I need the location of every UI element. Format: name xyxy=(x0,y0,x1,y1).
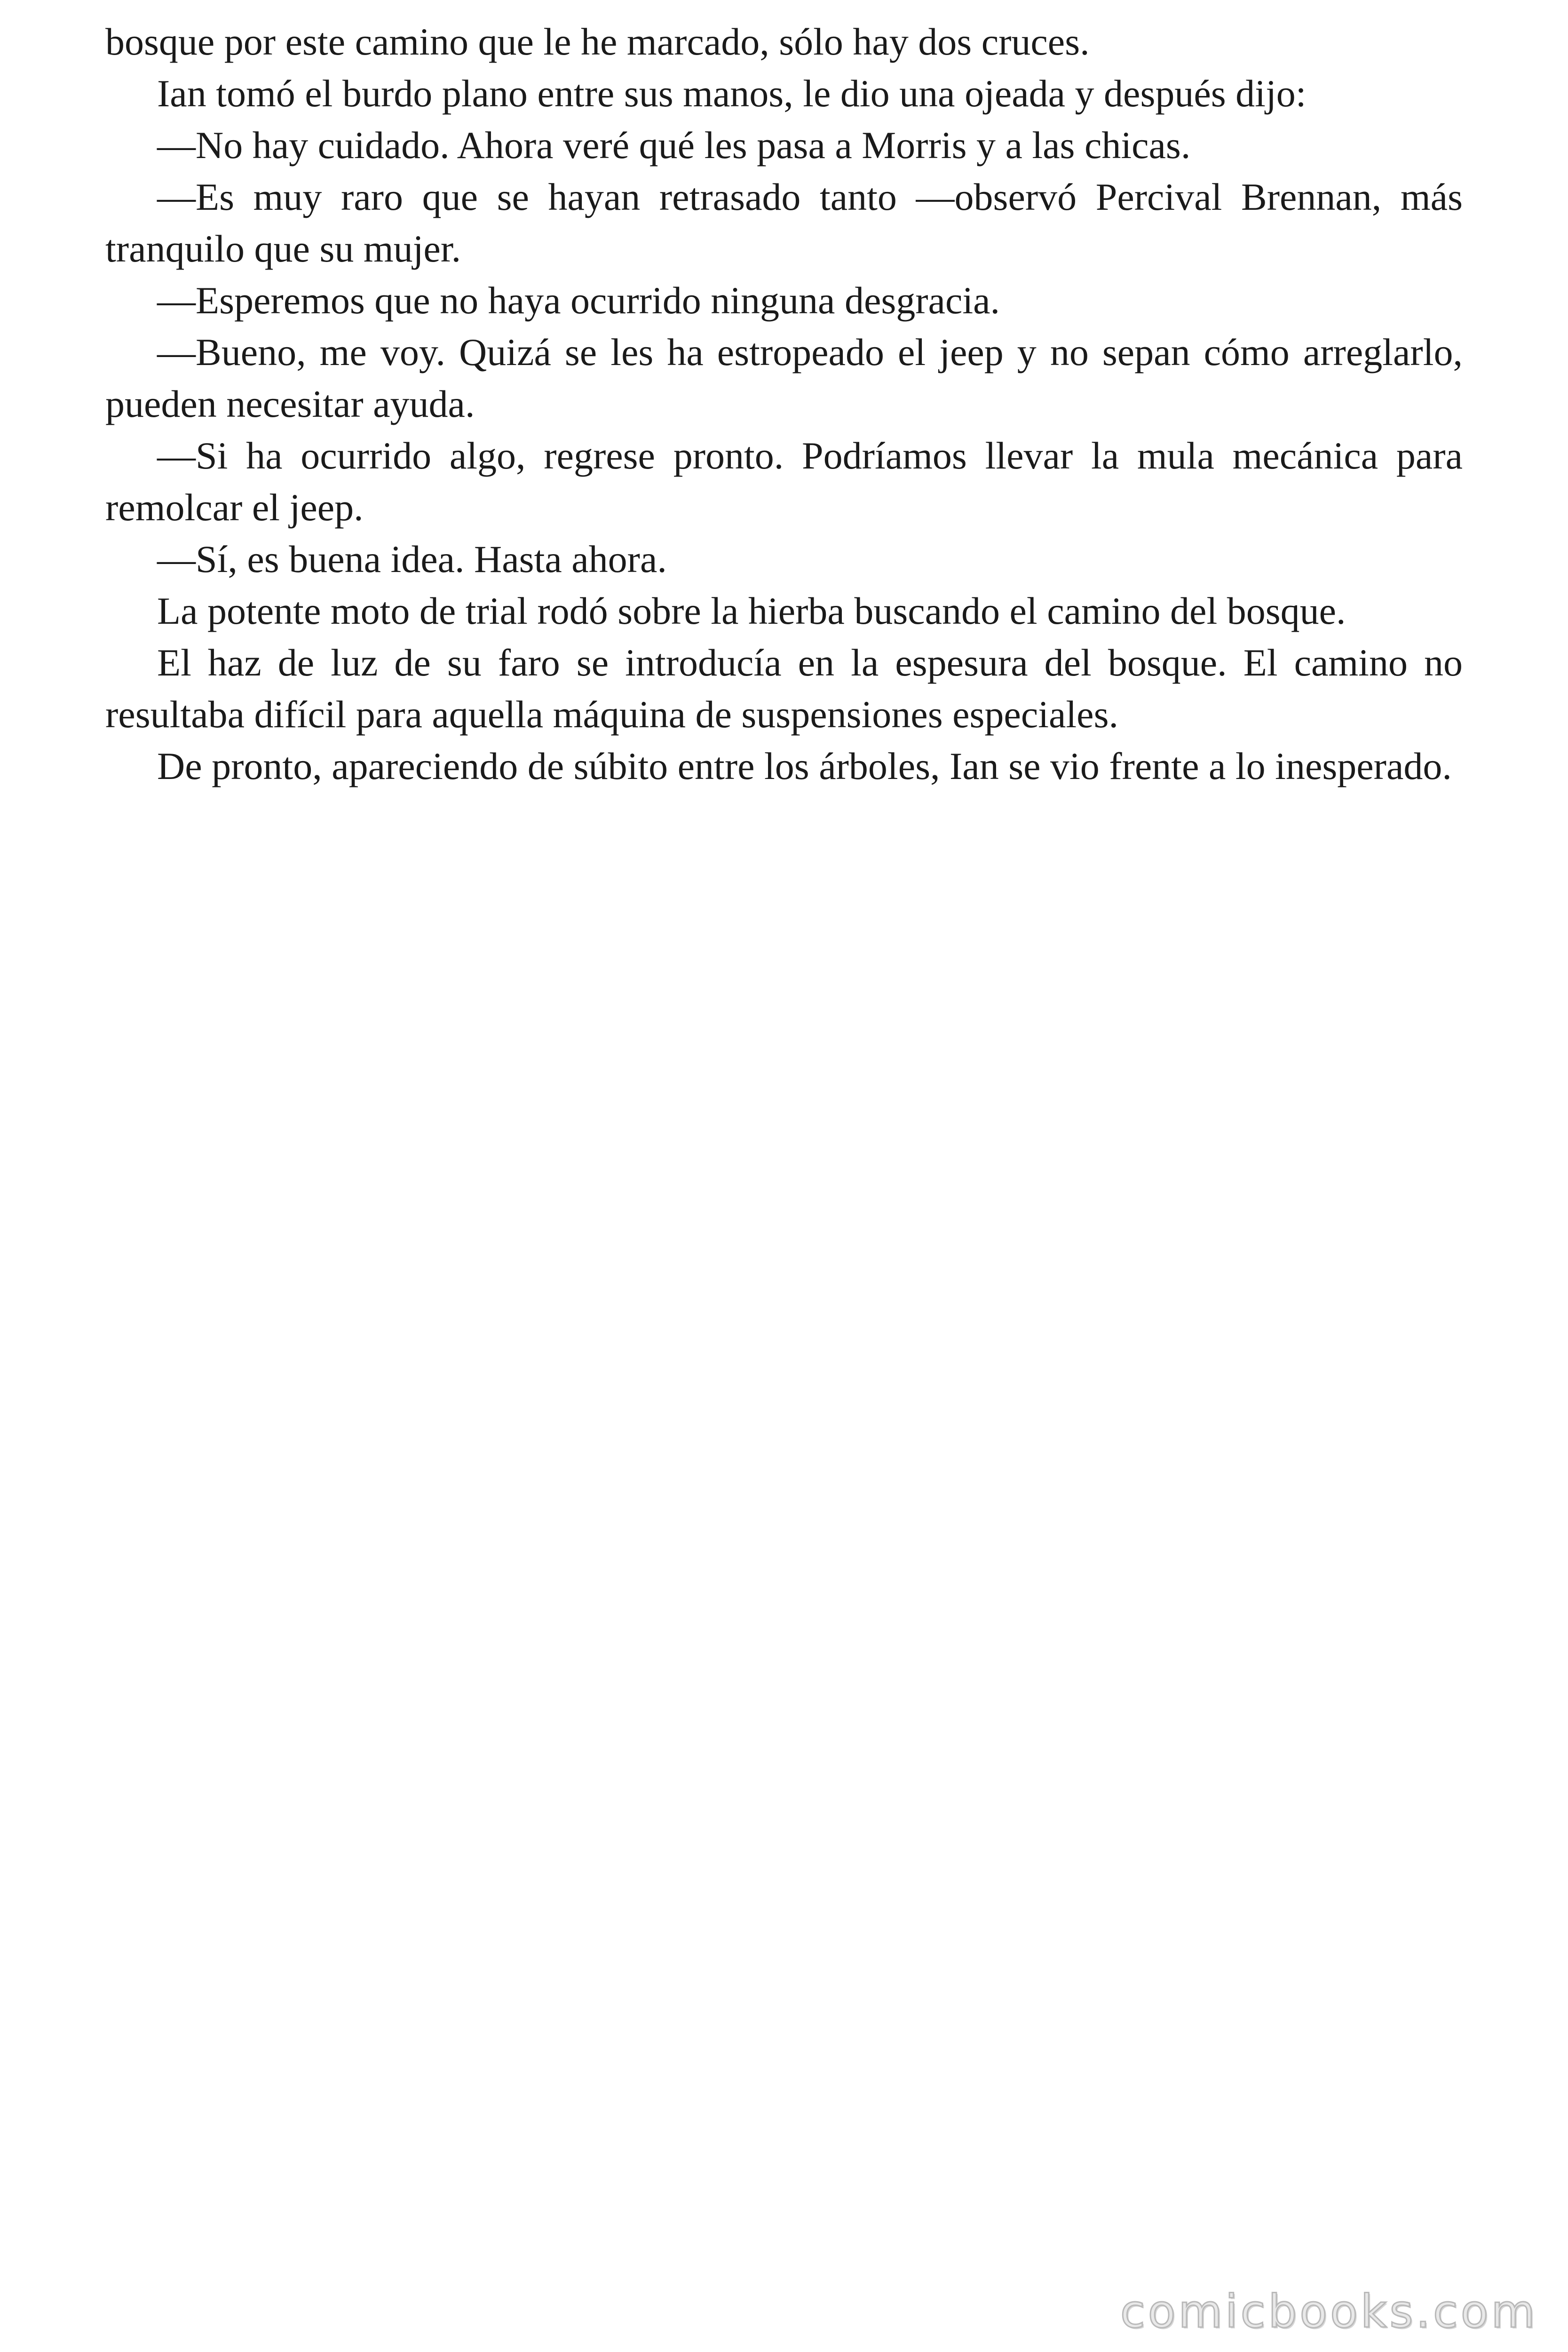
paragraph-dialogue: —Es muy raro que se hayan retrasado tanto —observó Percival Brennan, más tranquilo que su mujer. xyxy=(105,175,1463,270)
site-watermark: comicbooks.com xyxy=(1120,2285,1538,2338)
paragraph-dialogue: —Bueno, me voy. Quizá se les ha estropeado el jeep y no sepan cómo arreglarlo, pueden necesitar ayuda. xyxy=(105,331,1463,425)
paragraph: La potente moto de trial rodó sobre la hierba buscando el camino del bosque. xyxy=(157,589,1346,632)
paragraph: Ian tomó el burdo plano entre sus manos, le dio una ojeada y después dijo: xyxy=(157,72,1307,115)
paragraph-dialogue: —Esperemos que no haya ocurrido ninguna desgracia. xyxy=(157,279,1000,322)
paragraph-dialogue: —No hay cuidado. Ahora veré qué les pasa a Morris y a las chicas. xyxy=(157,124,1191,167)
paragraph: El haz de luz de su faro se introducía en la espesura del bosque. El camino no resultaba difícil para aquella máquina de suspensiones especiales. xyxy=(105,641,1463,736)
paragraph-dialogue: —Si ha ocurrido algo, regrese pronto. Podríamos llevar la mula mecánica para remolcar el jeep. xyxy=(105,434,1463,529)
paragraph-continued: bosque por este camino que le he marcado, sólo hay dos cruces. xyxy=(105,20,1090,63)
body-text xyxy=(105,16,1463,792)
paragraph-dialogue: —Sí, es buena idea. Hasta ahora. xyxy=(157,538,667,580)
paragraph: De pronto, apareciendo de súbito entre los árboles, Ian se vio frente a lo inesperado. xyxy=(157,745,1452,787)
